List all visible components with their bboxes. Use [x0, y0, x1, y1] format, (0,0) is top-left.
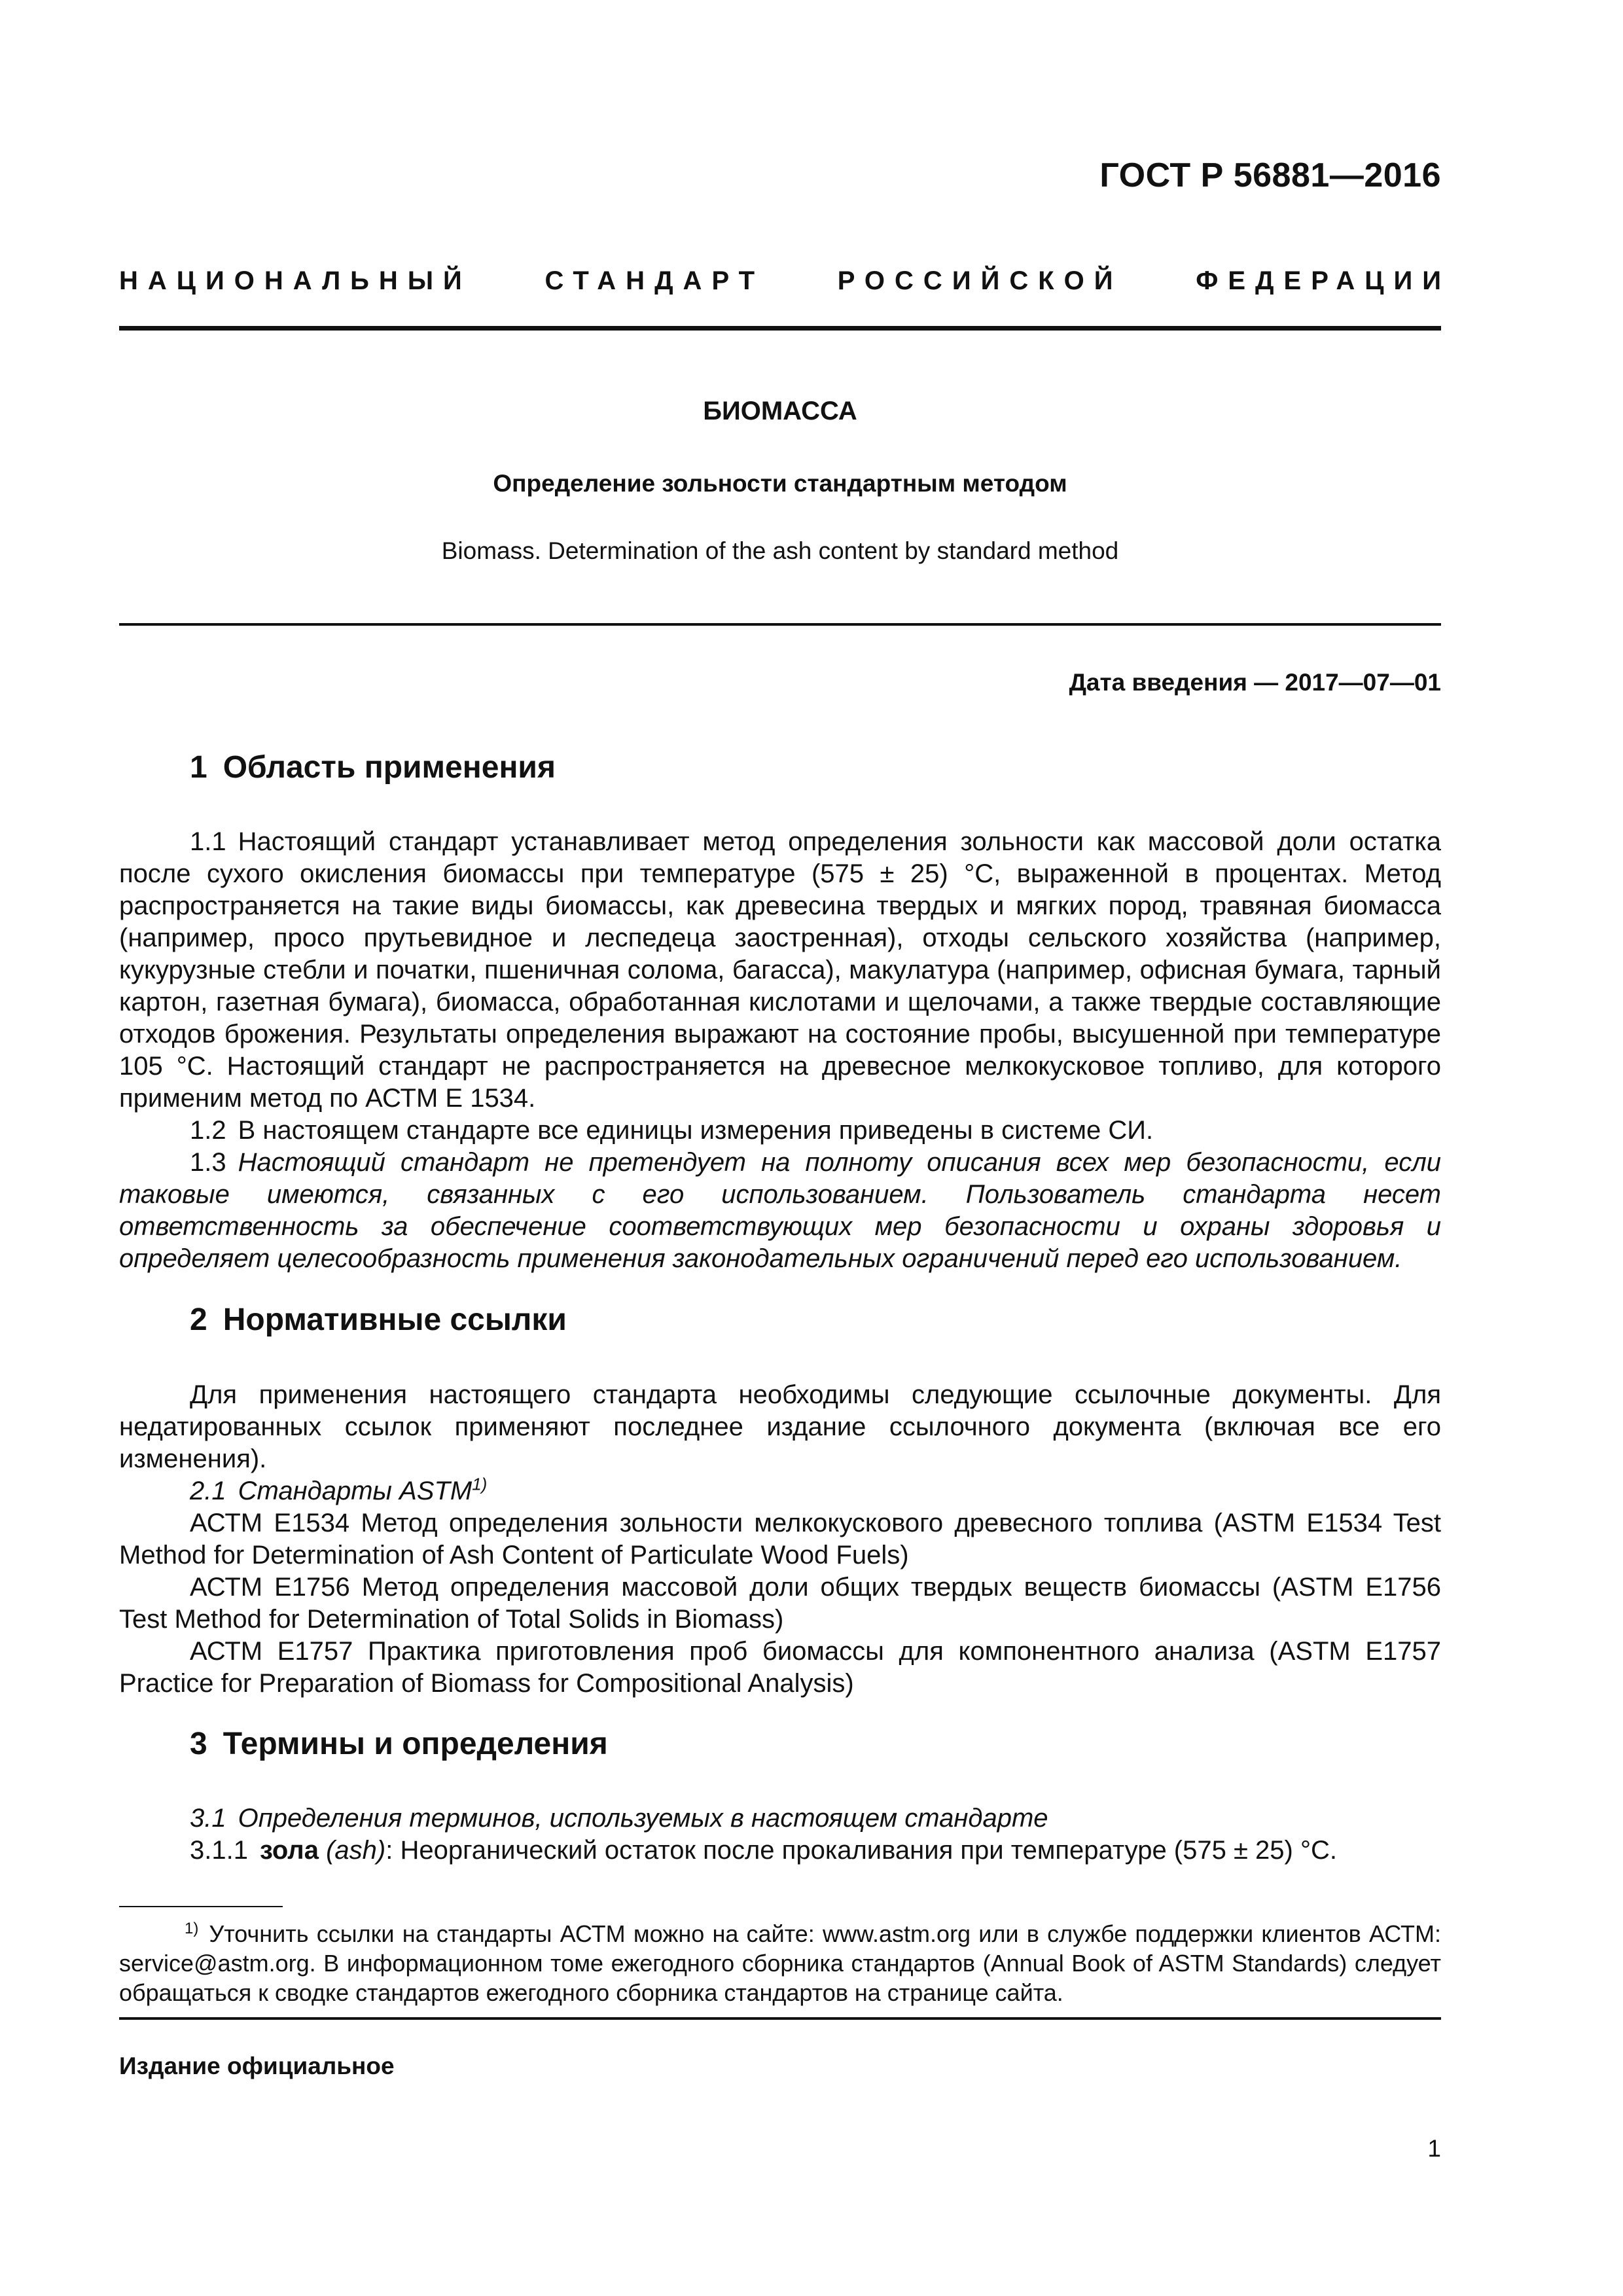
paragraph-text: Для применения настоящего стандарта необходимы следующие ссылочные документы. Для недатированных ссылок применяют последнее издание ссылочного документа (включая все его изменения). — [119, 1380, 1441, 1473]
document-subtitle: Определение зольности стандартным методом — [493, 470, 1067, 497]
banner-word-national: НАЦИОНАЛЬНЫЙ — [119, 266, 472, 295]
section-title: Область применения — [223, 750, 556, 785]
clause-text: Определения терминов, используемых в настоящем стандарте — [238, 1804, 1048, 1833]
footnote — [119, 1919, 1441, 2007]
footnote-separator — [119, 1906, 283, 1907]
reference-text: АСТМ E1756 Метод определения массовой доли общих твердых веществ биомассы (ASTM E1756 Test Method for Determination of Total Solids in Biomass) — [119, 1573, 1441, 1634]
section-2-heading — [190, 1304, 567, 1336]
header-divider — [119, 326, 1441, 331]
clause-1-3 — [119, 1147, 1441, 1275]
section-number: 1 — [190, 750, 207, 785]
clause-text: Настоящий стандарт устанавливает метод определения зольности как массовой доли остатка после сухого окисления биомассы при температуре (575 ± 25) °С, выраженной в процентах. Метод распространяется на такие виды биомассы, как древесина твердых и мягких пород, травяная биомасса (например, просо прутьевидное и леспедеца заостренная), отходы сельского хозяйства (например, кукурузные стебли и початки, пшеничная солома, багасса), макулатура (например, офисная бумага, тарный картон, газетная бумага), биомасса, обработанная кислотами и щелочами, а также твердые составляющие отходов брожения. Результаты определения выражают на состояние пробы, высушенной при температуре 105 °С. Настоящий стандарт не распространяется на древесное мелкокусковое топливо, для которого применим метод по АСТМ Е 1534. — [119, 827, 1441, 1113]
clause-number: 3.1.1 — [190, 1836, 248, 1865]
reference-text: АСТМ E1757 Практика приготовления проб биомассы для компонентного анализа (ASTM E1757 Practice for Preparation of Biomass for Compositional Analysis) — [119, 1637, 1441, 1698]
clause-1-1 — [119, 826, 1441, 1115]
clause-number: 1.1 — [190, 827, 226, 856]
clause-3-1-1 — [119, 1835, 1441, 1867]
document-title: БИОМАССА — [703, 397, 857, 425]
section-1-heading — [190, 751, 556, 783]
term-definition: : Неорганический остаток после прокаливания при температуре (575 ± 25) °С. — [385, 1836, 1337, 1865]
section-number: 3 — [190, 1727, 207, 1761]
clause-text: Стандарты ASTM — [238, 1477, 473, 1505]
page-number: 1 — [1427, 2135, 1441, 2162]
clause-number: 2.1 — [190, 1477, 226, 1505]
section-title: Нормативные ссылки — [223, 1302, 567, 1337]
reference-astm-e1756 — [119, 1571, 1441, 1636]
official-edition-label: Издание официальное — [119, 2053, 395, 2079]
section-3-heading — [190, 1728, 608, 1760]
term: зола — [259, 1836, 319, 1865]
clause-2-1 — [119, 1475, 1441, 1507]
banner-word-federation: ФЕДЕРАЦИИ — [1196, 266, 1451, 295]
section-number: 2 — [190, 1302, 207, 1337]
clause-text: Настоящий стандарт не претендует на полноту описания всех мер безопасности, если таковые имеются, связанных с его использованием. Пользователь стандарта несет ответственность за обеспечение соответствующих мер безопасности и охраны здоровья и определяет целесообразность применения законодательных ограничений перед его использованием. — [119, 1148, 1441, 1273]
footnote-text: Уточнить ссылки на стандарты АСТМ можно на сайте: www.astm.org или в службе поддержки клиентов АСТМ: service@astm.org. В информационном томе ежегодного сборника стандартов (Annual Book of ASTM Standards) следует обращаться к сводке стандартов ежегодного сборника стандартов на странице сайта. — [119, 1920, 1441, 2006]
clause-number: 1.3 — [190, 1148, 226, 1177]
reference-astm-e1757 — [119, 1636, 1441, 1700]
clause-number: 1.2 — [190, 1116, 226, 1145]
footnote-reference: 1) — [472, 1474, 488, 1494]
reference-astm-e1534 — [119, 1507, 1441, 1571]
footer-divider — [119, 2017, 1441, 2020]
reference-text: АСТМ E1534 Метод определения зольности мелкокускового древесного топлива (ASTM E1534 Test Method for Determination of Ash Content of Particulate Wood Fuels) — [119, 1509, 1441, 1570]
clause-number: 3.1 — [190, 1804, 226, 1833]
term-english: (ash) — [326, 1836, 386, 1865]
title-divider — [119, 623, 1441, 626]
clause-text: В настоящем стандарте все единицы измерения приведены в системе СИ. — [238, 1116, 1154, 1145]
section-2-intro — [119, 1379, 1441, 1475]
footnote-mark: 1) — [185, 1920, 199, 1937]
banner-word-russian: РОССИЙСКОЙ — [837, 266, 1123, 295]
national-standard-banner — [119, 265, 1451, 297]
introduction-date: Дата введения — 2017—07—01 — [1069, 669, 1441, 696]
section-title: Термины и определения — [223, 1727, 608, 1761]
gost-number: ГОСТ Р 56881—2016 — [1099, 156, 1441, 194]
clause-1-2 — [119, 1115, 1441, 1147]
clause-3-1 — [119, 1803, 1441, 1835]
document-english-title: Biomass. Determination of the ash content by standard method — [441, 537, 1119, 564]
banner-word-standard: СТАНДАРТ — [544, 266, 765, 295]
